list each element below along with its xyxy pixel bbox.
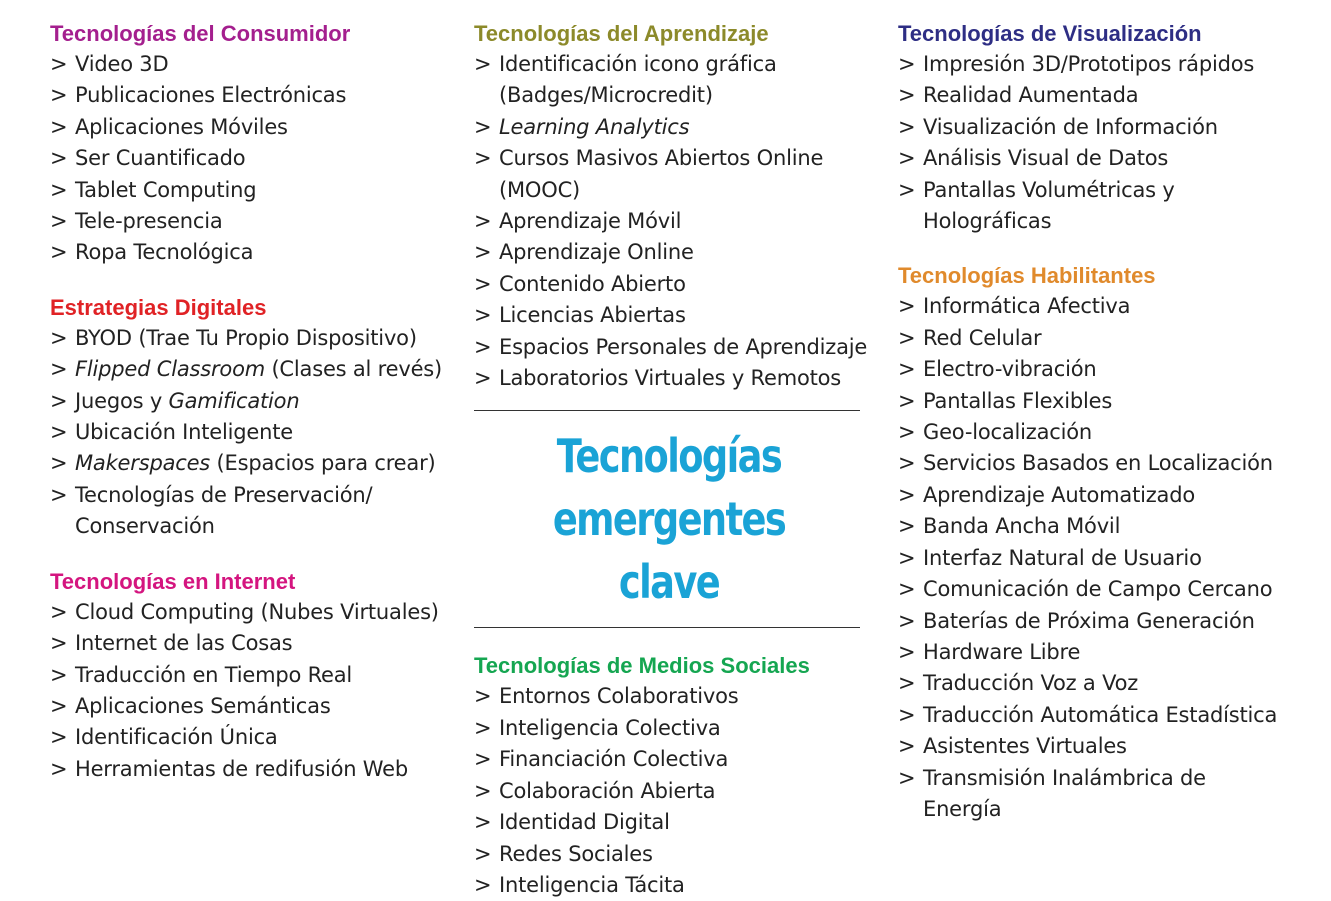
bullet-marker: > [474,240,492,265]
bullet-marker: > [50,451,68,476]
section-enabling [898,260,1318,825]
list-item [898,480,1318,511]
item-text: Video 3D [75,52,169,76]
item-text: (Clases al revés) [264,357,443,382]
bullet-marker: > [898,52,916,76]
feature-block [474,410,864,628]
item-text: Juegos y [75,388,169,413]
item-text-line: Energía [923,796,1002,821]
bullet-marker: > [474,271,492,296]
list-item [898,323,1318,354]
item-text: Informática Afectiva [923,294,1131,319]
bullet-marker: > [474,747,492,772]
list-item [50,597,450,628]
item-text-line: Holográficas [923,209,1052,234]
item-text: Aprendizaje Online [499,240,694,265]
list-visual [898,49,1318,175]
column-right [898,18,1318,825]
bullet-marker: > [898,177,916,202]
bullet-marker: > [50,599,68,624]
bullet-marker: > [50,209,68,234]
item-text: Internet de las Cosas [75,631,293,656]
list-item [50,323,450,354]
bullet-marker: > [474,872,492,897]
bullet-marker: > [898,671,916,696]
bullet-marker: > [50,240,68,265]
list-item [50,237,450,268]
list-item [50,175,450,206]
list-item [474,49,864,112]
list-item [898,386,1318,417]
item-text: Asistentes Virtuales [923,734,1127,759]
bullet-marker: > [50,725,68,750]
list-item [474,363,864,394]
item-text-line: Transmisión Inalámbrica de [923,765,1206,790]
list-digital [50,323,450,543]
list-item [898,80,1318,111]
list-visual-extra [898,175,1318,238]
list-item [50,480,450,543]
item-text: Banda Ancha Móvil [923,514,1121,539]
item-text: Interfaz Natural de Usuario [923,545,1202,570]
item-text: Comunicación de Campo Cercano [923,577,1273,602]
bullet-marker: > [50,177,68,202]
item-text: Análisis Visual de Datos [923,146,1169,171]
item-text: Impresión 3D/Prototipos rápidos [923,52,1255,76]
heading-learning: Tecnologías del Aprendizaje [474,21,769,46]
list-item [474,269,864,300]
item-text: Inteligencia Colectiva [499,715,721,740]
bullet-marker: > [898,146,916,171]
bullet-marker: > [898,388,916,413]
list-enabling [898,291,1318,762]
item-text: Ropa Tecnológica [75,240,254,265]
item-text-italic: Learning Analytics [499,114,690,139]
list-item [898,668,1318,699]
list-item [898,731,1318,762]
section-learning [474,18,868,394]
item-text: Traducción en Tiempo Real [75,662,353,687]
bullet-marker: > [474,114,492,139]
item-text: Pantallas Flexibles [923,388,1113,413]
section-digital [50,292,450,543]
column-middle [474,18,868,901]
item-text: Financiación Colectiva [499,747,729,772]
list-item [898,574,1318,605]
list-item [474,332,868,363]
item-text: Aprendizaje Automatizado [923,482,1196,507]
list-item [898,543,1318,574]
list-item [50,691,450,722]
list-item [474,206,864,237]
list-item [474,839,864,870]
list-item [898,417,1318,448]
divider-bottom [474,627,860,628]
item-text: Hardware Libre [923,639,1081,664]
list-item [474,681,864,712]
item-text: Publicaciones Electrónicas [75,83,347,108]
list-consumer [50,49,450,269]
bullet-marker: > [898,114,916,139]
list-item [50,628,450,659]
list-internet [50,597,450,785]
list-item [50,112,450,143]
bullet-marker: > [898,482,916,507]
bullet-marker: > [50,83,68,108]
list-social [474,681,864,901]
bullet-marker: > [898,765,916,790]
item-text: Aplicaciones Semánticas [75,693,331,718]
item-text: Laboratorios Virtuales y Remotos [499,366,842,391]
item-text-line: (Badges/Microcredit) [499,83,713,108]
item-text-line: Cursos Masivos Abiertos Online [499,146,824,171]
bullet-marker: > [898,608,916,633]
heading-social: Tecnologías de Medios Sociales [474,653,810,679]
item-text-line: Conservación [75,514,215,539]
bullet-marker: > [50,388,68,413]
item-text: Colaboración Abierta [499,778,716,803]
bullet-marker: > [898,702,916,727]
bullet-marker: > [50,357,68,382]
list-item [898,763,1318,826]
list-item [50,754,450,785]
list-item [50,722,450,753]
list-item [898,143,1318,174]
bullet-marker: > [474,209,492,234]
bullet-marker: > [50,631,68,656]
list-item [50,660,450,691]
bullet-marker: > [474,52,492,76]
bullet-marker: > [474,810,492,835]
item-text-line: Pantallas Volumétricas y [923,177,1175,202]
section-visual [898,18,1318,237]
heading-internet: Tecnologías en Internet [50,568,296,594]
bullet-marker: > [474,684,492,709]
item-text: Tablet Computing [75,177,257,202]
item-text-line: (MOOC) [499,177,581,202]
section-internet [50,566,450,785]
item-text: (Espacios para crear) [210,451,436,476]
item-text: Contenido Abierto [499,271,686,296]
item-text: BYOD (Trae Tu Propio Dispositivo) [75,325,417,350]
bullet-marker: > [474,334,492,359]
list-item [898,175,1318,238]
column-left [50,18,450,785]
bullet-marker: > [50,756,68,781]
item-text: Licencias Abiertas [499,303,686,328]
item-text: Identificación Única [75,725,278,750]
list-item [474,237,864,268]
list-item [898,637,1318,668]
list-item [50,206,450,237]
item-text-italic: Flipped Classroom [75,357,265,382]
bullet-marker: > [50,420,68,445]
item-text-line: Tecnologías de Preservación/ [75,482,373,507]
bullet-marker: > [50,325,68,350]
feature-title-line: emergentes clave [552,492,786,610]
list-item [898,448,1318,479]
heading-consumer: Tecnologías del Consumidor [50,21,351,46]
item-text: Electro-vibración [923,357,1097,382]
list-item [898,49,1318,80]
list-item [474,744,864,775]
bullet-marker: > [474,303,492,328]
bullet-marker: > [898,639,916,664]
list-item [898,511,1318,542]
bullet-marker: > [898,514,916,539]
bullet-marker: > [898,577,916,602]
item-text: Tele-presencia [75,209,223,234]
item-text-italic: Makerspaces [75,451,211,476]
list-item [474,300,864,331]
list-item [474,713,864,744]
item-text: Visualización de Información [923,114,1218,139]
list-item [898,354,1318,385]
list-item [50,448,450,479]
item-text: Aplicaciones Móviles [75,114,288,139]
list-item [898,112,1318,143]
bullet-marker: > [898,325,916,350]
list-item [50,354,450,385]
section-social [474,650,864,901]
heading-digital: Estrategias Digitales [50,294,267,320]
bullet-marker: > [898,357,916,382]
bullet-marker: > [50,482,68,507]
list-item [50,80,450,111]
list-item [898,606,1318,637]
bullet-marker: > [50,662,68,687]
item-text: Realidad Aumentada [923,83,1139,108]
list-learning-rest [474,206,868,394]
bullet-marker: > [474,715,492,740]
bullet-marker: > [474,146,492,171]
divider-top [474,410,860,411]
item-text: Aprendizaje Móvil [499,209,682,234]
item-text: Ser Cuantificado [75,146,246,171]
list-item [898,700,1318,731]
item-text: Inteligencia Tácita [499,872,685,897]
item-text: Geo-localización [923,420,1093,445]
item-text: Servicios Basados en Localización [923,451,1273,476]
bullet-marker: > [50,693,68,718]
item-text: Redes Sociales [499,841,653,866]
item-text: Herramientas de redifusión Web [75,756,408,781]
item-text: Espacios Personales de Aprendizaje [499,334,868,359]
list-item [50,143,450,174]
list-item [50,386,450,417]
item-text: Red Celular [923,325,1042,350]
bullet-marker: > [898,545,916,570]
item-text: Cloud Computing (Nubes Virtuales) [75,599,439,624]
bullet-marker: > [474,778,492,803]
bullet-marker: > [50,114,68,139]
list-item [474,143,864,206]
item-text: Ubicación Inteligente [75,420,294,445]
feature-title-line: Tecnologías [556,429,782,484]
bullet-marker: > [898,451,916,476]
bullet-marker: > [898,420,916,445]
list-item [474,112,864,143]
section-consumer [50,18,450,269]
list-enabling-extra [898,763,1318,826]
bullet-marker: > [474,841,492,866]
bullet-marker: > [898,294,916,319]
bullet-marker: > [474,366,492,391]
item-text: Baterías de Próxima Generación [923,608,1255,633]
bullet-marker: > [50,52,68,76]
list-item [474,807,864,838]
item-text-italic: Gamification [168,388,300,413]
list-item [474,776,864,807]
list-learning [474,49,864,206]
list-item [50,49,450,80]
item-text: Traducción Automática Estadística [923,702,1278,727]
item-text-line: Identificación icono gráfica [499,52,777,76]
list-item [50,417,450,448]
item-text: Entornos Colaborativos [499,684,739,709]
item-text: Identidad Digital [499,810,670,835]
feature-title [513,425,825,614]
heading-enabling: Tecnologías Habilitantes [898,263,1156,289]
list-item [898,291,1318,322]
item-text: Traducción Voz a Voz [923,671,1139,696]
bullet-marker: > [898,83,916,108]
bullet-marker: > [50,146,68,171]
heading-visual: Tecnologías de Visualización [898,21,1202,46]
bullet-marker: > [898,734,916,759]
list-item [474,870,864,901]
